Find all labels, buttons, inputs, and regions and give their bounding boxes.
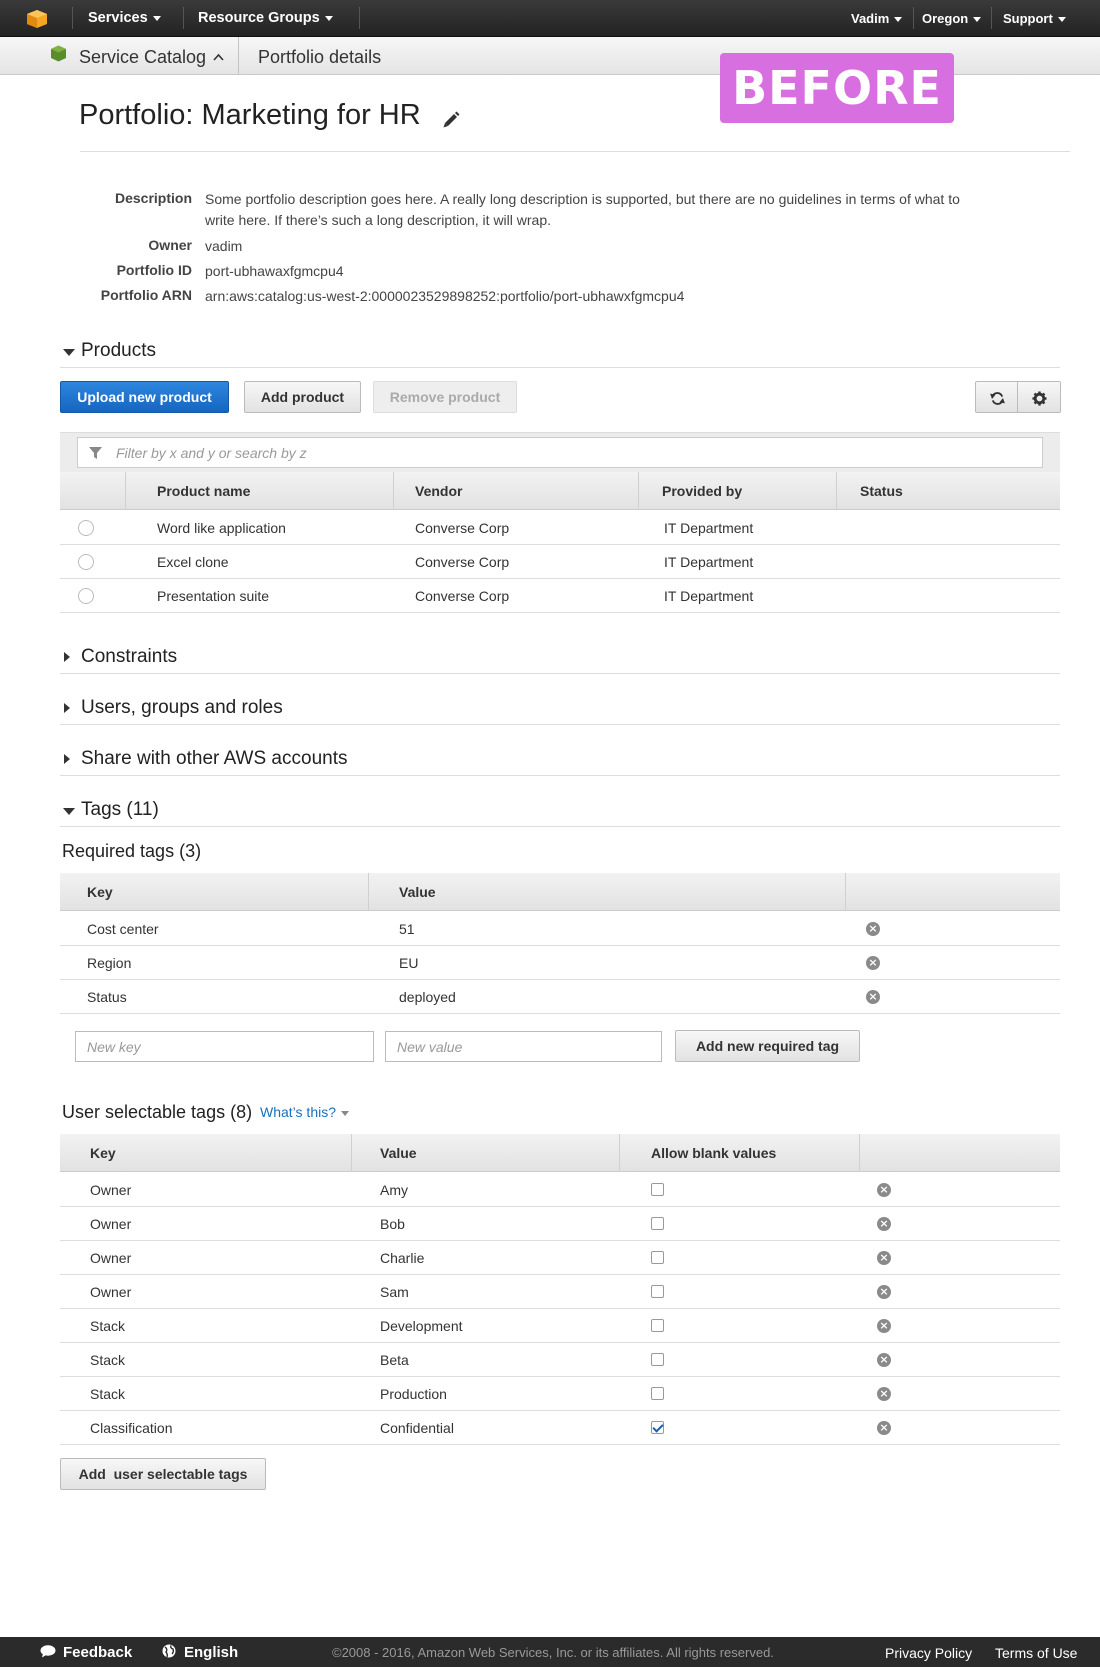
table-row — [60, 1377, 1060, 1411]
table-row — [60, 1173, 1060, 1207]
tag-key-cell: Region — [87, 955, 132, 971]
portfolio-arn-label: Portfolio ARN — [100, 287, 192, 303]
tags-section-title: Tags (11) — [81, 799, 159, 820]
portfolio-id-value: port-ubhawaxfgmcpu4 — [205, 263, 344, 279]
table-row — [60, 946, 1060, 980]
tags-section-header[interactable] — [60, 797, 1060, 827]
constraints-section-header[interactable] — [60, 644, 1060, 674]
tag-value-cell: Sam — [380, 1284, 409, 1300]
allow-blank-checkbox[interactable] — [651, 1285, 664, 1298]
allow-blank-checkbox[interactable] — [651, 1319, 664, 1332]
allow-blank-checkbox[interactable] — [651, 1183, 664, 1196]
tag-value-cell: deployed — [399, 989, 456, 1005]
breadcrumb: Portfolio details — [258, 47, 382, 67]
triangle-down-icon — [63, 349, 75, 356]
support-menu[interactable]: Support — [1003, 11, 1066, 26]
remove-tag-icon[interactable]: × — [877, 1353, 891, 1367]
user-tags-table-header — [60, 1134, 1060, 1172]
settings-button[interactable] — [1017, 381, 1061, 413]
column-divider — [125, 472, 126, 510]
description-value: Some portfolio description goes here. A really long description is supported, but there are no guidelines in terms of what to write here. If there’s such a long description, it will wrap. — [205, 191, 960, 228]
whats-this-link[interactable]: What’s this? — [260, 1104, 349, 1120]
chevron-up-icon[interactable] — [213, 50, 224, 64]
column-header-key[interactable]: Key — [87, 884, 113, 900]
provided-by-cell: IT Department — [664, 554, 754, 570]
user-menu[interactable]: Vadim — [851, 11, 902, 26]
tag-value-cell: Production — [380, 1386, 447, 1402]
row-radio[interactable] — [78, 520, 94, 536]
column-divider — [351, 1134, 352, 1172]
speech-bubble-icon — [40, 1645, 56, 1658]
portfolio-arn-value: arn:aws:catalog:us-west-2:0000023529898252:portfolio/port-ubhawxfgmcpu4 — [205, 288, 685, 304]
column-divider — [638, 472, 639, 510]
title-divider — [80, 151, 1070, 152]
allow-blank-checkbox[interactable] — [651, 1421, 664, 1434]
add-required-tag-button[interactable]: Add new required tag — [675, 1030, 860, 1062]
triangle-down-icon — [63, 808, 75, 815]
remove-tag-icon[interactable]: × — [866, 922, 880, 936]
before-badge: BEFORE — [720, 53, 954, 123]
filter-field[interactable] — [77, 437, 1043, 468]
nav-divider — [183, 7, 184, 29]
tag-value-cell: Development — [380, 1318, 463, 1334]
caret-down-icon — [973, 17, 981, 22]
products-table-header — [60, 472, 1060, 510]
tag-value-cell: Confidential — [380, 1420, 454, 1436]
triangle-right-icon — [64, 652, 70, 662]
column-header-value[interactable]: Value — [380, 1145, 417, 1161]
column-header-status[interactable]: Status — [860, 483, 903, 499]
row-radio[interactable] — [78, 554, 94, 570]
table-row — [60, 1275, 1060, 1309]
column-header-value[interactable]: Value — [399, 884, 436, 900]
upload-new-product-button[interactable]: Upload new product — [60, 381, 229, 413]
remove-tag-icon[interactable]: × — [877, 1319, 891, 1333]
portfolio-id-label: Portfolio ID — [116, 262, 192, 278]
subbar-divider — [238, 37, 239, 75]
column-divider — [859, 1134, 860, 1172]
remove-tag-icon[interactable]: × — [877, 1387, 891, 1401]
caret-down-icon — [325, 16, 333, 21]
tag-key-cell: Owner — [90, 1216, 132, 1232]
tag-value-cell: Beta — [380, 1352, 409, 1368]
footer — [0, 1637, 1100, 1667]
vendor-cell: Converse Corp — [415, 588, 510, 604]
page-title: Portfolio: Marketing for HR — [79, 99, 421, 131]
refresh-icon — [990, 391, 1005, 406]
language-selector[interactable]: English — [162, 1644, 238, 1661]
copyright-text: ©2008 - 2016, Amazon Web Services, Inc. or its affiliates. All rights reserved. — [332, 1645, 774, 1660]
remove-tag-icon[interactable]: × — [877, 1285, 891, 1299]
resource-groups-menu[interactable]: Resource Groups — [198, 10, 333, 26]
tag-key-cell: Owner — [90, 1284, 132, 1300]
nav-divider — [359, 7, 360, 29]
new-value-input[interactable] — [385, 1031, 662, 1062]
column-header-vendor[interactable]: Vendor — [415, 483, 463, 499]
users-section-title: Users, groups and roles — [81, 697, 283, 718]
new-key-input[interactable] — [75, 1031, 374, 1062]
tag-key-cell: Cost center — [87, 921, 159, 937]
table-row — [60, 1343, 1060, 1377]
caret-down-icon — [341, 1111, 349, 1116]
table-row[interactable] — [60, 545, 1060, 579]
remove-tag-icon[interactable]: × — [866, 956, 880, 970]
triangle-right-icon — [64, 703, 70, 713]
table-row — [60, 1411, 1060, 1445]
service-name[interactable]: Service Catalog — [79, 47, 207, 67]
column-header-provided-by[interactable]: Provided by — [662, 483, 743, 499]
required-tags-table-header — [60, 873, 1060, 911]
refresh-button[interactable] — [975, 381, 1019, 413]
description-label: Description — [114, 190, 192, 206]
tag-value-cell: Charlie — [380, 1250, 425, 1266]
nav-divider — [72, 7, 73, 29]
allow-blank-checkbox[interactable] — [651, 1251, 664, 1264]
vendor-cell: Converse Corp — [415, 554, 510, 570]
tag-key-cell: Status — [87, 989, 127, 1005]
products-section-header[interactable] — [60, 338, 1060, 368]
share-section-title: Share with other AWS accounts — [81, 748, 348, 769]
remove-product-button: Remove product — [373, 381, 517, 413]
table-row[interactable] — [60, 579, 1060, 613]
remove-tag-icon[interactable]: × — [877, 1251, 891, 1265]
feedback-link[interactable]: Feedback — [40, 1644, 132, 1661]
top-navigation-bar — [0, 0, 1100, 37]
globe-icon — [162, 1644, 176, 1658]
table-row — [60, 912, 1060, 946]
allow-blank-checkbox[interactable] — [651, 1387, 664, 1400]
provided-by-cell: IT Department — [664, 520, 754, 536]
product-name-cell: Excel clone — [157, 554, 229, 570]
product-name-cell: Word like application — [157, 520, 286, 536]
tag-value-cell: Bob — [380, 1216, 405, 1232]
owner-label: Owner — [148, 237, 192, 253]
tag-key-cell: Stack — [90, 1318, 126, 1334]
column-divider — [845, 873, 846, 911]
share-section-header[interactable] — [60, 746, 1060, 776]
gear-icon — [1032, 391, 1047, 406]
tag-value-cell: Amy — [380, 1182, 408, 1198]
column-divider — [836, 472, 837, 510]
services-menu[interactable]: Services — [88, 10, 161, 26]
tag-value-cell: 51 — [399, 921, 415, 937]
table-row — [60, 980, 1060, 1014]
caret-down-icon — [1058, 17, 1066, 22]
triangle-right-icon — [64, 754, 70, 764]
tag-key-cell: Classification — [90, 1420, 173, 1436]
allow-blank-checkbox[interactable] — [651, 1353, 664, 1366]
column-header-key[interactable]: Key — [90, 1145, 116, 1161]
privacy-policy-link[interactable]: Privacy Policy — [885, 1645, 973, 1661]
product-name-cell: Presentation suite — [157, 588, 270, 604]
remove-tag-icon[interactable]: × — [866, 990, 880, 1004]
terms-of-use-link[interactable]: Terms of Use — [995, 1645, 1078, 1661]
tag-key-cell: Owner — [90, 1182, 132, 1198]
row-radio[interactable] — [78, 588, 94, 604]
service-catalog-icon — [50, 45, 67, 62]
pencil-edit-icon[interactable] — [441, 110, 461, 130]
filter-bar — [60, 432, 1060, 472]
vendor-cell: Converse Corp — [415, 520, 510, 536]
constraints-section-title: Constraints — [81, 646, 178, 667]
tag-key-cell: Stack — [90, 1352, 126, 1368]
table-row — [60, 1241, 1060, 1275]
filter-input[interactable] — [116, 438, 1016, 467]
nav-divider — [913, 7, 914, 29]
aws-logo-icon[interactable] — [26, 9, 48, 29]
column-divider — [619, 1134, 620, 1172]
tag-key-cell: Stack — [90, 1386, 126, 1402]
tag-value-cell: EU — [399, 955, 419, 971]
table-row — [60, 1309, 1060, 1343]
caret-down-icon — [153, 16, 161, 21]
remove-tag-icon[interactable]: × — [877, 1183, 891, 1197]
column-divider — [393, 472, 394, 510]
table-row — [60, 1207, 1060, 1241]
add-product-button[interactable]: Add product — [244, 381, 361, 413]
column-header-product-name[interactable]: Product name — [157, 483, 251, 499]
users-section-header[interactable] — [60, 695, 1060, 725]
products-section-title: Products — [81, 340, 156, 361]
add-user-selectable-tags-button[interactable]: Add user selectable tags — [60, 1458, 266, 1490]
filter-funnel-icon — [89, 447, 102, 459]
nav-divider — [991, 7, 992, 29]
caret-down-icon — [894, 17, 902, 22]
provided-by-cell: IT Department — [664, 588, 754, 604]
required-tags-title: Required tags (3) — [62, 841, 202, 861]
tag-key-cell: Owner — [90, 1250, 132, 1266]
remove-tag-icon[interactable]: × — [877, 1421, 891, 1435]
table-row[interactable] — [60, 511, 1060, 545]
region-menu[interactable]: Oregon — [922, 11, 981, 26]
remove-tag-icon[interactable]: × — [877, 1217, 891, 1231]
allow-blank-checkbox[interactable] — [651, 1217, 664, 1230]
user-tags-title: User selectable tags (8) — [62, 1102, 253, 1122]
column-divider — [368, 873, 369, 911]
owner-value: vadim — [205, 238, 243, 254]
column-header-allow-blank[interactable]: Allow blank values — [651, 1145, 777, 1161]
